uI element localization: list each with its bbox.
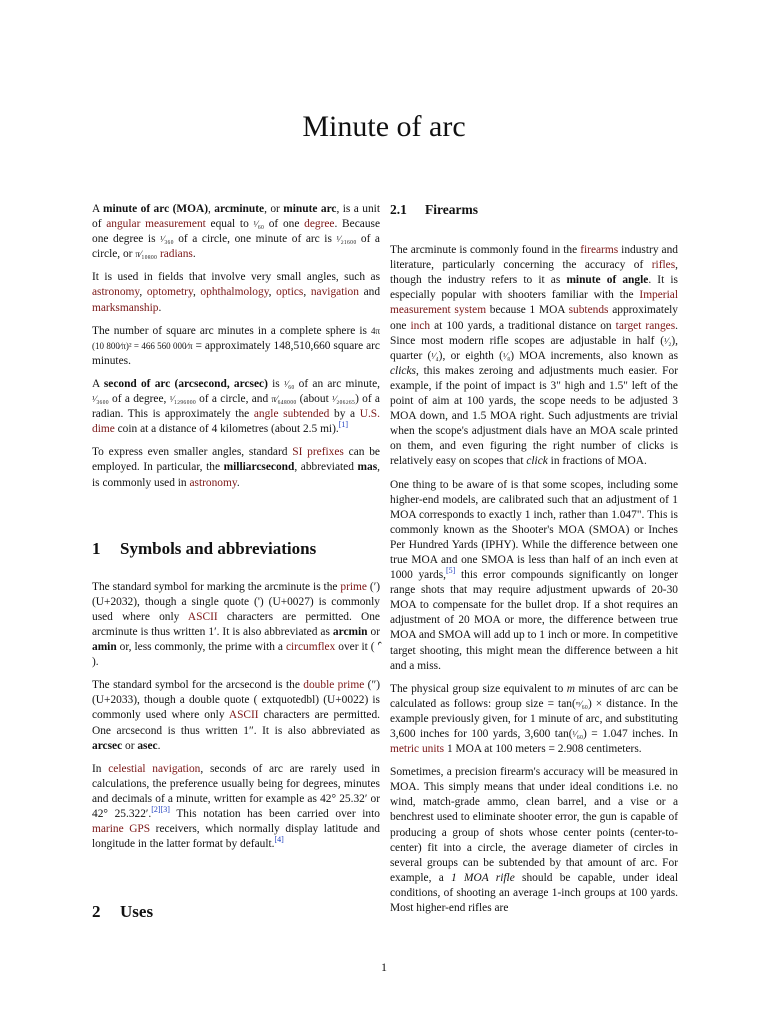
link-astronomy[interactable]: astronomy bbox=[92, 286, 140, 299]
citation-5[interactable]: [5] bbox=[446, 566, 456, 576]
term-arcmin: arcmin bbox=[332, 625, 368, 638]
link-prime[interactable]: prime bbox=[340, 580, 367, 593]
link-navigation[interactable]: navigation bbox=[310, 286, 359, 299]
paragraph-arcminute-symbol: The standard symbol for marking the arcminute is the prime (′) (U+2032), though a single quote (') (U+0027) is commonly used where only ASCII characters are permitted. One arcminute is thus written 1′. It is also abbreviated as arcmin or amin or, less commonly, the prime with a circumflex over it ( ′̂ ). bbox=[92, 580, 381, 669]
link-rifles[interactable]: rifles bbox=[651, 259, 676, 272]
term-milliarcsecond: milliarcsecond bbox=[223, 461, 295, 474]
term-clicks: clicks bbox=[390, 364, 416, 377]
citation-4[interactable]: [4] bbox=[274, 835, 284, 845]
link-si-prefixes[interactable]: SI prefixes bbox=[292, 446, 344, 459]
term-asec: asec bbox=[137, 739, 158, 752]
link-us-dime[interactable]: U.S. dime bbox=[92, 408, 380, 436]
term-second-of-arc: second of arc (arcsecond, arcsec) bbox=[103, 377, 268, 390]
link-marksmanship[interactable]: marksmanship bbox=[92, 301, 159, 314]
link-subtends[interactable]: subtends bbox=[568, 304, 609, 317]
link-optometry[interactable]: optometry bbox=[146, 286, 193, 299]
link-astronomy-2[interactable]: astronomy bbox=[189, 476, 237, 489]
term-arcsec: arcsec bbox=[92, 739, 123, 752]
link-circumflex[interactable]: circumflex bbox=[285, 641, 336, 654]
link-ophthalmology[interactable]: ophthalmology bbox=[200, 286, 269, 299]
term-click: click bbox=[526, 455, 548, 468]
link-marine-gps[interactable]: marine GPS bbox=[92, 823, 151, 836]
link-target-ranges[interactable]: target ranges bbox=[615, 319, 676, 332]
sphere-formula: 4π (10 800⁄π)² = 466 560 000⁄π bbox=[92, 325, 380, 351]
term-1-moa-rifle: 1 MOA rifle bbox=[451, 871, 515, 884]
page-number: 1 bbox=[381, 960, 387, 974]
section-heading-symbols: 1 Symbols and abbreviations bbox=[92, 538, 317, 558]
link-imperial-measurement-system[interactable]: Imperial measurement system bbox=[390, 289, 678, 317]
paragraph-precision: Sometimes, a precision firearm's accuracy will be measured in MOA. This simply means that under ideal conditions i.e. no wind, match-grade ammo, clean barrel, and a vise or a benchrest used to eliminate shooter error, the gun is capable of producing a group of shots whose center points (center-to-center) fit into a circle, the average diameter of circles in several groups can be subtended by that amount of arc. For example, a 1 MOA rifle should be capable, under ideal conditions, of shooting an average 1-inch groups at 100 yards. Most higher-end rifles are bbox=[390, 766, 678, 915]
paragraph-celestial-navigation: In celestial navigation, seconds of arc are rarely used in calculations, the preference usually being for degrees, minutes and decimals of a minute, written for example as 42° 25.32′ or 42° 25.322′.[2][3] This notation has been carried over into marine GPS receivers, which normally display latitude and longitude in the latter format by default.[4] bbox=[92, 762, 380, 851]
paragraph-second-of-arc: A second of arc (arcsecond, arcsec) is ¹⁄₆₀ of an arc minute, ¹⁄₃₆₀₀ of a degree, ¹⁄₁₂₉₆₀₀₀ of a circle, and π⁄₆₄₈₀₀₀ (about ¹⁄₂₀₆₂₆₅) of a radian. This is approximately the angle subtended by a U.S. dime coin at a distance of 4 kilometres (about 2.5 mi).[1] bbox=[92, 377, 381, 436]
link-double-prime[interactable]: double prime bbox=[303, 679, 365, 692]
link-celestial-navigation[interactable]: celestial navigation bbox=[108, 762, 201, 775]
right-column bbox=[390, 202, 678, 924]
link-optics[interactable]: optics bbox=[276, 286, 304, 299]
term-minute-of-arc: minute of arc (MOA) bbox=[103, 203, 209, 215]
paragraph-si-prefixes: To express even smaller angles, standard SI prefixes can be employed. In particular, the milliarcsecond, abbreviated mas, is commonly used in astronomy. bbox=[92, 446, 381, 489]
link-ascii-2[interactable]: ASCII bbox=[228, 709, 259, 722]
paragraph-fields: It is used in fields that involve very small angles, such as astronomy, optometry, ophthalmology, optics, navigation and marksmanship. bbox=[92, 271, 381, 314]
lead-paragraph: A minute of arc (MOA), arcminute, or minute arc, is a unit of angular measurement equal to ¹⁄₆₀ of one degree. Because one degree is ¹⁄₃₆₀ of a circle, one minute of arc is ¹⁄₂₁₆₀₀ of a circle, or π⁄₁₀₈₀₀ radians. bbox=[92, 203, 381, 261]
link-degree[interactable]: degree bbox=[304, 218, 335, 231]
paragraph-smoa: One thing to be aware of is that some scopes, including some higher-end models, are calibrated such that an adjustment of 1 MOA corresponds to exactly 1 inch, rather than 1.047". This is commonly known as the Shooter's MOA (SMOA) or Inches Per Hundred Yards (IPHY). While the difference between one true MOA and one SMOA is less than half of an inch even at 1000 yards,[5] this error compounds significantly on longer range shots that may require adjustment upwards of 20-30 MOA to compensate for the bullet drop. If a shot requires an adjustment of 20 MOA or more, the difference between true MOA and SMOA will add up to 1 inch or more. In competitive target shooting, this might mean the difference between a hit and a miss. bbox=[390, 478, 678, 672]
paragraph-arcsecond-symbol: The standard symbol for the arcsecond is the double prime (″) (U+2033), though a double quote ( extquotedbl) (U+0022) is commonly used where only ASCII characters are permitted. One arcsecond is thus written 1″. It is also abbreviated as arcsec or asec. bbox=[92, 679, 380, 752]
left-column bbox=[92, 202, 381, 922]
link-ascii[interactable]: ASCII bbox=[187, 610, 218, 623]
term-minute-arc: minute arc bbox=[283, 203, 337, 215]
term-amin: amin bbox=[92, 641, 117, 654]
link-inch[interactable]: inch bbox=[410, 319, 431, 332]
link-angular-measurement[interactable]: angular measurement bbox=[106, 218, 206, 231]
link-firearms[interactable]: firearms bbox=[580, 244, 619, 257]
term-mas: mas bbox=[357, 461, 378, 474]
paragraph-square-arc-minutes: The number of square arc minutes in a complete sphere is 4π (10 800⁄π)² = 466 560 000⁄π = approximately 148,510,660 square arc minutes. bbox=[92, 324, 380, 367]
page-title: Minute of arc bbox=[302, 110, 466, 143]
term-minute-of-angle: minute of angle bbox=[566, 274, 649, 287]
subsection-heading-firearms: 2.1 Firearms bbox=[390, 202, 478, 217]
link-radians[interactable]: radians bbox=[159, 248, 193, 261]
paragraph-group-size: The physical group size equivalent to m minutes of arc can be calculated as follows: group size = tan(ᵐ⁄₆₀) × distance. In the example previously given, for 1 minute of arc, and substituting 3,600 inches for 100 yards, 3,600 tan(¹⁄₆₀) = 1.047 inches. In metric units 1 MOA at 100 meters = 2.908 centimeters. bbox=[390, 682, 678, 756]
citation-2-3[interactable]: [2][3] bbox=[151, 805, 170, 815]
link-angle-subtended[interactable]: angle subtended bbox=[253, 408, 330, 421]
link-metric-units[interactable]: metric units bbox=[390, 743, 445, 756]
term-arcminute: arcminute bbox=[214, 203, 265, 215]
citation-1[interactable]: [1] bbox=[338, 420, 349, 430]
section-heading-uses: 2 Uses bbox=[92, 902, 154, 922]
paragraph-firearms-intro: The arcminute is commonly found in the firearms industry and literature, particularly concerning the accuracy of rifles, though the industry refers to it as minute of angle. It is especially popular with shooters familiar with the Imperial measurement system because 1 MOA subtends approximately one inch at 100 yards, a traditional distance on target ranges. Since most modern rifle scopes are adjustable in half (¹⁄₂), quarter (¹⁄₄), or eighth (¹⁄₈) MOA increments, also known as clicks, this makes zeroing and adjustments much easier. For example, if the point of impact is 3" high and 1.5" left of the point of aim at 100 yards, the scope needs to be adjusted 3 MOA down, and 1.5 MOA right. Such adjustments are trivial when the scope's adjustment dials have an MOA scale printed on them, and even figuring the right number of clicks is relatively easy on scopes that click in fractions of MOA. bbox=[390, 244, 678, 468]
